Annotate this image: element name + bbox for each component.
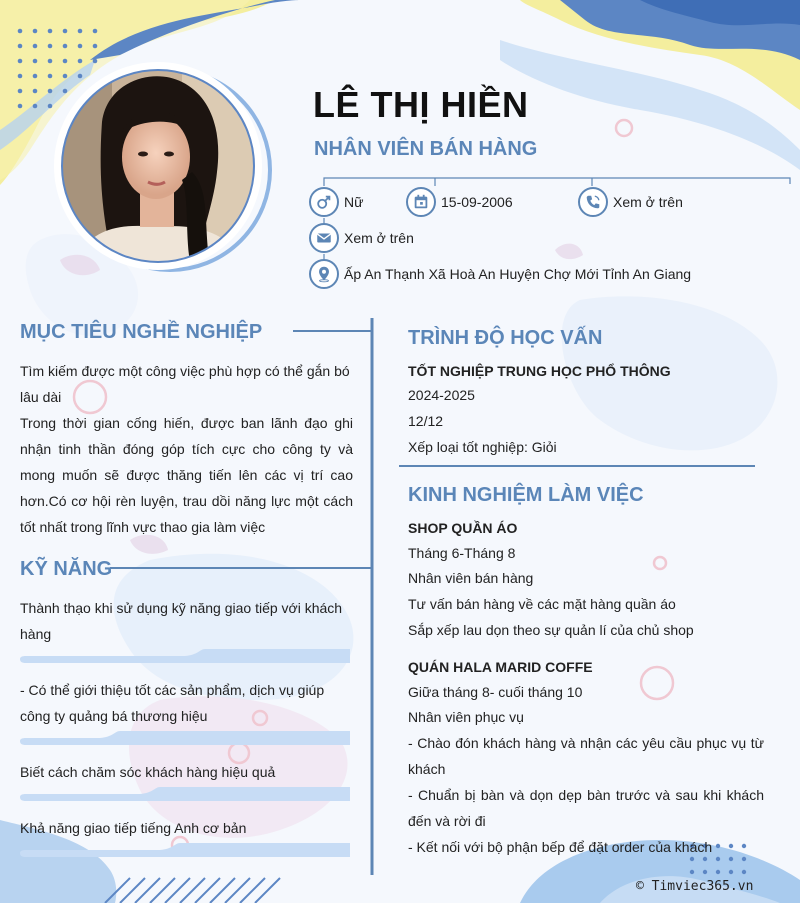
job-duty: Sắp xếp lau dọn theo sự quản lí của chủ shop xyxy=(408,622,694,638)
job-role: Nhân viên bán hàng xyxy=(408,570,534,586)
candidate-name: LÊ THỊ HIỀN xyxy=(313,84,529,125)
job-position: NHÂN VIÊN BÁN HÀNG xyxy=(314,138,538,160)
job-duties xyxy=(408,730,764,860)
objective-text xyxy=(20,358,353,540)
job-time: Tháng 6-Tháng 8 xyxy=(408,545,516,561)
calendar-icon xyxy=(406,187,436,217)
phone-icon xyxy=(578,187,608,217)
job-company: SHOP QUẦN ÁO xyxy=(408,520,518,536)
job-time: Giữa tháng 8- cuối tháng 10 xyxy=(408,684,583,700)
job-duty: đến và rời đi xyxy=(408,813,486,829)
skill-bar xyxy=(20,731,350,745)
watermark: © Timviec365.vn xyxy=(636,879,754,894)
address-text: Ấp An Thạnh Xã Hoà An Huyện Chợ Mới Tỉnh An Giang xyxy=(344,266,692,282)
job-duty: - Kết nối với bộ phận bếp để đặt order của khách xyxy=(408,839,713,855)
objective-line: mong muốn sẽ được thăng tiến lên các vị trí cao xyxy=(20,467,353,483)
job-duty: Tư vấn bán hàng về các mặt hàng quần áo xyxy=(408,596,676,612)
skill-bar xyxy=(20,787,350,801)
skill-item xyxy=(20,595,355,647)
job-duty: - Chuẩn bị bàn và dọn dẹp bàn trước và sau khi khách xyxy=(408,787,764,803)
objective-line: Tìm kiếm được một công việc phù hợp có thể gắn bó xyxy=(20,363,350,379)
skill-line: Khả năng giao tiếp tiếng Anh cơ bản xyxy=(20,820,247,836)
skill-bar xyxy=(20,649,350,663)
skill-line: công ty quảng bá thương hiệu xyxy=(20,708,208,724)
skill-bar xyxy=(20,843,350,857)
skill-line: Biết cách chăm sóc khách hàng hiệu quả xyxy=(20,764,276,780)
job-duty: khách xyxy=(408,761,446,777)
skill-item xyxy=(20,815,355,841)
phone-text: Xem ở trên xyxy=(613,194,683,210)
job-duty: - Chào đón khách hàng và nhận các yêu cầu phục vụ từ xyxy=(408,735,764,751)
skill-line: hàng xyxy=(20,626,52,642)
skill-line: - Có thể giới thiệu tốt các sản phẩm, dịch vụ giúp xyxy=(20,682,325,698)
location-icon xyxy=(309,259,339,289)
objective-title: MỤC TIÊU NGHỀ NGHIỆP xyxy=(20,321,263,343)
job-company: QUÁN HALA MARID COFFE xyxy=(408,659,593,675)
birthday-text: 15-09-2006 xyxy=(441,194,513,210)
skills-title: KỸ NĂNG xyxy=(20,558,113,580)
skill-line: Thành thạo khi sử dụng kỹ năng giao tiếp với khách xyxy=(20,600,343,616)
experience-title: KINH NGHIỆM LÀM VIỆC xyxy=(408,484,644,506)
email-icon xyxy=(309,223,339,253)
skill-item xyxy=(20,759,355,785)
objective-line: lâu dài xyxy=(20,389,62,405)
job-role: Nhân viên phục vụ xyxy=(408,709,524,725)
gender-text: Nữ xyxy=(344,194,364,210)
objective-line: tốt nhất trong lĩnh vực thao gia làm việc xyxy=(20,519,266,535)
objective-line: hơn.Có cơ hội rèn luyện, trau dồi năng lực một cách xyxy=(20,493,353,509)
objective-line: nhận tinh thần đóng góp tích cực cho công ty và xyxy=(20,441,353,457)
education-rank: Xếp loại tốt nghiệp: Giỏi xyxy=(408,439,557,455)
email-text: Xem ở trên xyxy=(344,230,414,246)
skill-item xyxy=(20,677,355,729)
gender-icon xyxy=(309,187,339,217)
avatar xyxy=(52,62,290,274)
objective-line: Trong thời gian cống hiến, được ban lãnh đạo ghi xyxy=(20,415,353,431)
education-years: 2024-2025 xyxy=(408,387,475,403)
education-grade: 12/12 xyxy=(408,413,444,429)
education-school: TỐT NGHIỆP TRUNG HỌC PHỔ THÔNG xyxy=(408,363,671,379)
education-title: TRÌNH ĐỘ HỌC VẤN xyxy=(408,327,603,349)
